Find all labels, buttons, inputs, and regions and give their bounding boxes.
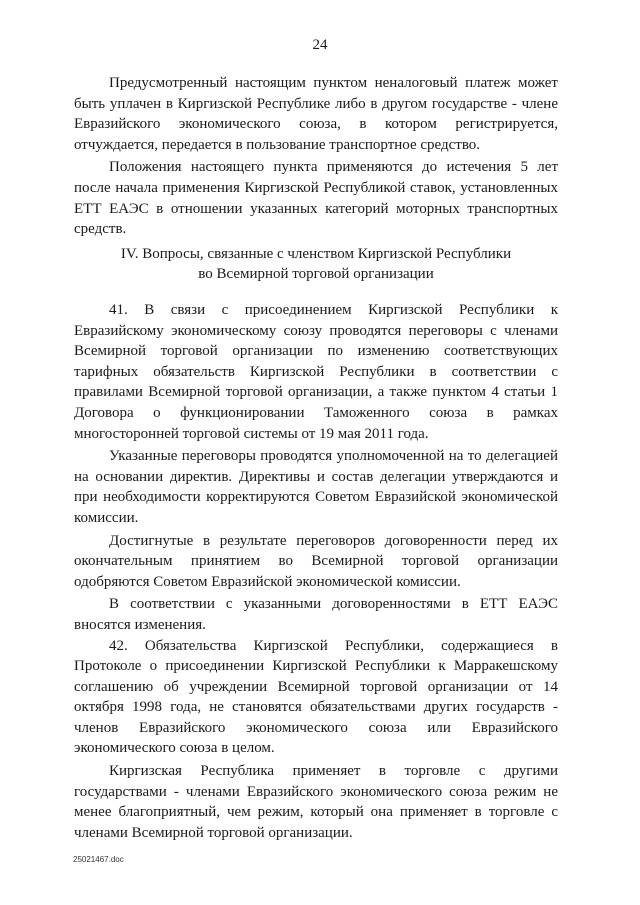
- section-heading: [74, 244, 558, 284]
- paragraph: Положения настоящего пункта применяются до истечения 5 лет после начала применения Киргизской Республикой ставок, установленных ЕТТ ЕАЭС в отношении указанных категорий моторных транспортных средств.: [74, 159, 558, 238]
- top-text-block: [74, 73, 558, 240]
- paragraph: В соответствии с указанными договоренностями в ЕТТ ЕАЭС вносятся изменения.: [74, 596, 558, 633]
- main-text-block: [74, 300, 558, 843]
- paragraph: Киргизская Республика применяет в торговле с другими государствами - членами Евразийского экономического союза режим не менее благоприятный, чем режим, который она применяет в торговле с членами Всемирной торговой организации.: [74, 763, 558, 841]
- paragraph: Указанные переговоры проводятся уполномоченной на то делегацией на основании директив. Директивы и состав делегации утверждаются и при необходимости корректируются Советом Евразийской экономической комиссии.: [74, 448, 558, 526]
- section-heading-line-1: IV. Вопросы, связанные с членством Киргизской Республики: [120, 246, 512, 262]
- paragraph: Достигнутые в результате переговоров договоренности перед их окончательным принятием во Всемирной торговой организации одобряются Советом Евразийской экономической комиссии.: [74, 532, 558, 590]
- section-heading-line-2: во Всемирной торговой организации: [198, 266, 434, 282]
- file-name-footer: 25021467.doc: [73, 855, 124, 864]
- paragraph-item-42: 42. Обязательства Киргизской Республики, содержащиеся в Протоколе о присоединении Киргизской Республики к Марракешскому соглашению об учреждении Всемирной торговой организации от 14 октября 1998 года, не становятся обязательствами других государств - членов Евразийского экономического союза или Евразийского экономического союза в целом.: [74, 637, 558, 757]
- page-number: 24: [312, 37, 328, 53]
- paragraph-item-41: 41. В связи с присоединением Киргизской Республики к Евразийскому экономическому союзу проводятся переговоры с членами Всемирной торговой организации по изменению соответствующих тарифных обязательств Киргизской Республики в соответствии с правилами Всемирной торговой организации, а также пунктом 4 статьи 1 Договора о функционировании Таможенного союза в рамках многосторонней торговой системы от 19 мая 2011 года.: [74, 302, 558, 442]
- paragraph: Предусмотренный настоящим пунктом неналоговый платеж может быть уплачен в Киргизской Республике либо в другом государстве - члене Евразийского экономического союза, в котором регистрируется, отчуждается, передается в пользование транспортное средство.: [74, 75, 558, 153]
